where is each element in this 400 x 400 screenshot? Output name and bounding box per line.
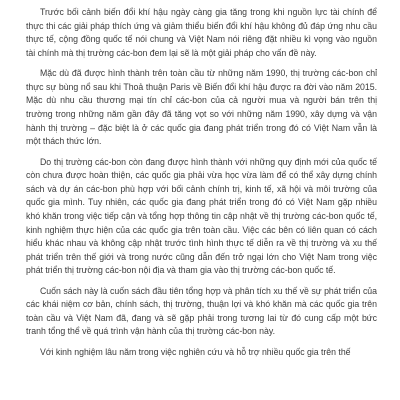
paragraph-book-purpose: Cuốn sách này là cuốn sách đầu tiên tổng hợp và phân tích xu thế về sự phát triển của các khái niệm cơ bản, chính sách, thị trường, thuận lợi và khó khăn mà các quốc gia trên toàn cầu và Việt Nam đã, đang và sẽ gặp phải trong tương lai từ đó cung cấp một bức tranh tổng thể về quá trình vận hành của thị trường các-bon này. bbox=[26, 285, 377, 337]
paragraph-challenges: Do thị trường các-bon còn đang được hình thành với những quy định mới của quốc tế còn chưa được hoàn thiện, các quốc gia phải vừa học vừa làm để có thể xây dựng chính sách và dự án các-bon phù hợp với bối cảnh chính trị, kinh tế, xã hội và môi trường của quốc gia mình. Tuy nhiên, các quốc gia đang phát triển trong đó có Việt Nam gặp nhiều khó khăn trong việc tiếp cận và tổng hợp thông tin cập nhật về thị trường các-bon quốc tế, kinh nghiệm thực hiện của các quốc gia trên toàn cầu. Việc các bên có liên quan có cách hiểu khác nhau và không cập nhật trước tình hình thực tế diễn ra về thị trường và xu thế phát triển trên thế giới và trong nước cũng dẫn đến trở ngại lớn cho Việt Nam trong việc phát triển thị trường các-bon nội địa và tham gia vào thị trường các-bon quốc tế. bbox=[26, 156, 377, 276]
paragraph-context: Trước bối cảnh biến đổi khí hậu ngày càng gia tăng trong khi nguồn lực tài chính để thực thi các giải pháp thích ứng và giảm thiểu biến đổi khí hậu không đủ đáp ứng nhu cầu thực tế, cộng đồng quốc tế nói chung và Việt Nam nói riêng đặt nhiều kì vọng vào nguồn tài chính mà thị trường các-bon đem lại sẽ là một giải pháp cho vấn đề này. bbox=[26, 7, 377, 58]
paragraph-history: Mặc dù đã được hình thành trên toàn cầu từ những năm 1990, thị trường các-bon chỉ thực sự bùng nổ sau khi Thoả thuận Paris về Biến đổi khí hậu được ra đời vào năm 2015. Mặc dù nhu cầu thương mại tín chỉ các-bon của cả người mua và người bán trên thị trường trong những năm gần đây đã tăng vọt so với những năm 1990, xây dựng và vận hành thị trường – đặc biệt là ở các quốc gia đang phát triển trong đó có Việt Nam vẫn là một thách thức lớn. bbox=[26, 68, 377, 147]
paragraph-experience: Với kinh nghiệm lâu năm trong việc nghiên cứu và hỗ trợ nhiều quốc gia trên thế bbox=[40, 346, 351, 357]
